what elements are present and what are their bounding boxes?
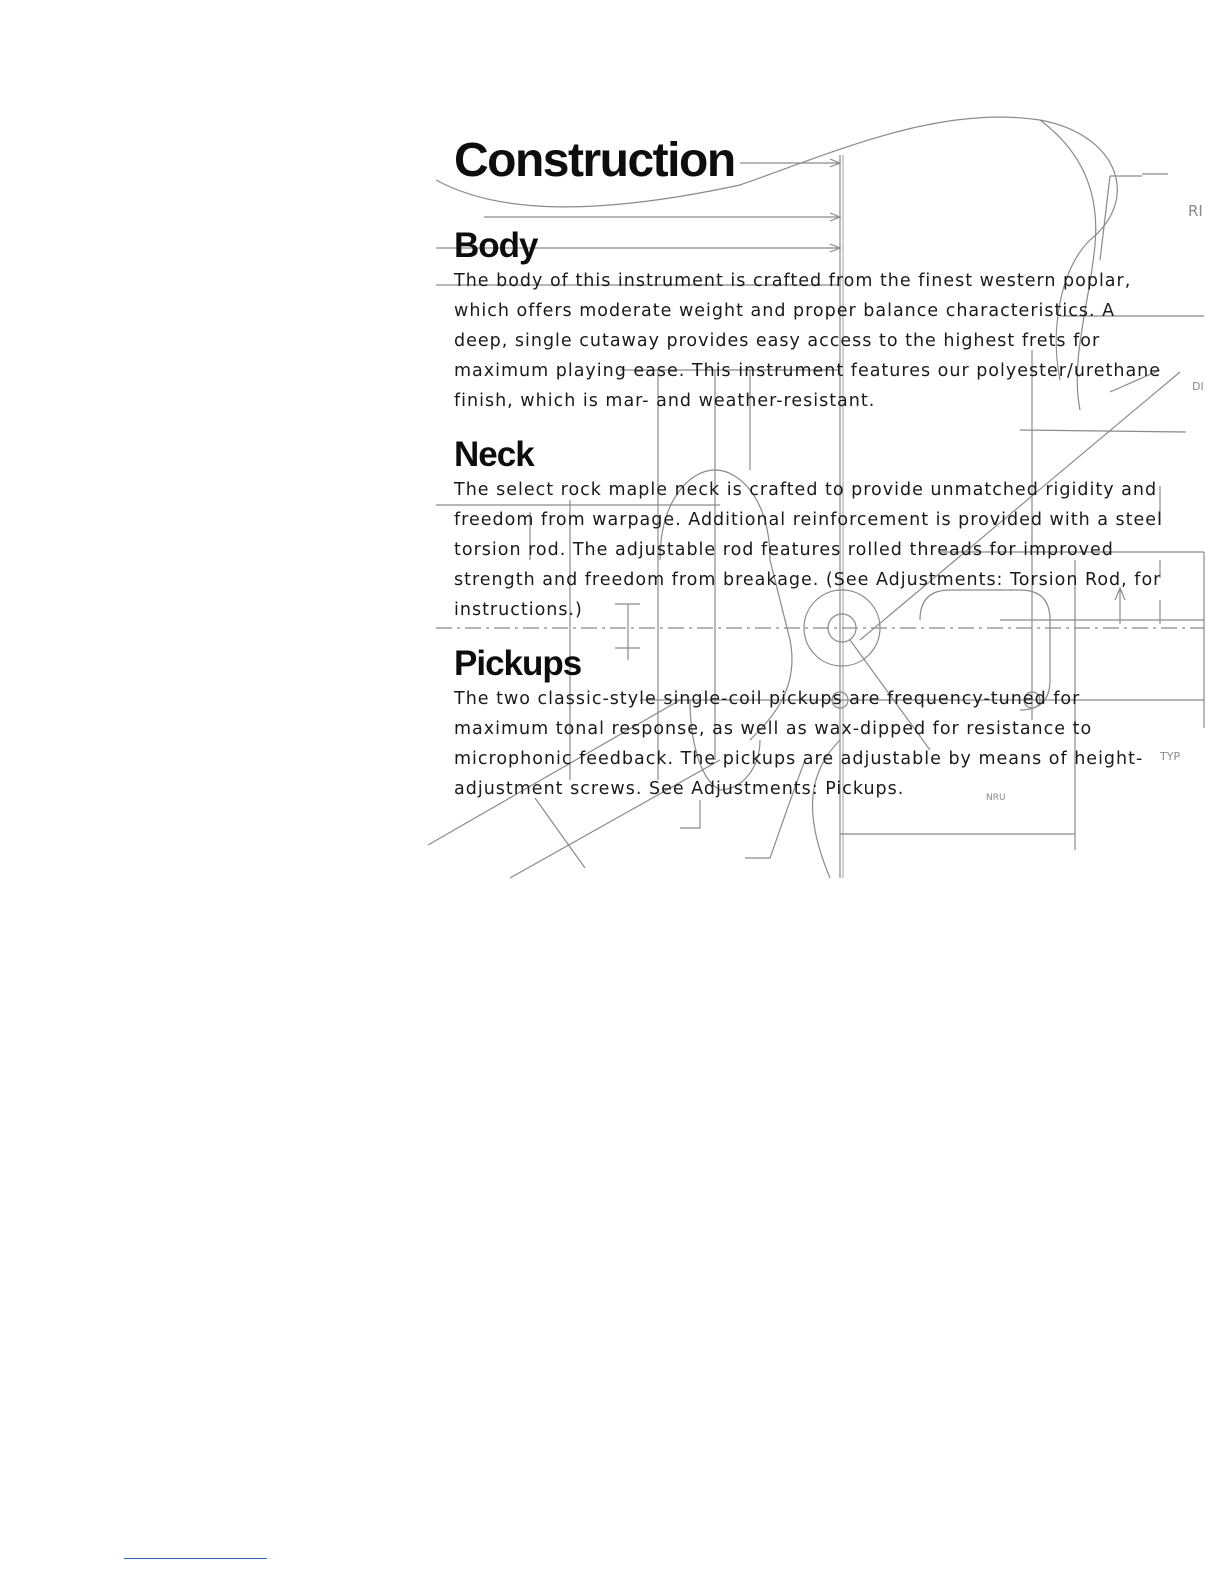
section-text-neck: The select rock maple neck is crafted to provide unmatched rigidity and freedom from warpage. Additional reinforcement is provided with a steel torsion rod. The adjustable rod features rolled threads for improved strength and freedom from breakage. (See Adjustments: Torsion Rod, for instructions.) bbox=[454, 480, 1163, 620]
drawing-label-di: DI bbox=[1192, 380, 1204, 393]
section-heading-body: Body bbox=[454, 226, 538, 265]
section-heading-neck: Neck bbox=[454, 435, 534, 474]
document-content bbox=[454, 132, 1174, 823]
page-title: Construction bbox=[454, 134, 735, 187]
section-neck bbox=[454, 435, 1174, 625]
section-heading-pickups: Pickups bbox=[454, 644, 582, 683]
section-pickups bbox=[454, 644, 1174, 804]
drawing-label-typ: TYP bbox=[1160, 750, 1181, 763]
footnote-rule bbox=[124, 1558, 267, 1559]
drawing-label-nru: NRU bbox=[986, 793, 1006, 803]
section-text-body: The body of this instrument is crafted from the finest western poplar, which offers moderate weight and proper balance characteristics. A deep, single cutaway provides easy access to the highest frets for maximum playing ease. This instrument features our polyester/urethane finish, which is mar- and weather-resistant. bbox=[454, 271, 1162, 411]
section-text-pickups: The two classic-style single-coil pickups are frequency-tuned for maximum tonal response, as well as wax-dipped for resistance to microphonic feedback. The pickups are adjustable by means of height-adjustment screws. See Adjustments: Pickups. bbox=[454, 689, 1144, 799]
section-body bbox=[454, 226, 1174, 416]
drawing-label-ri: RI bbox=[1188, 202, 1203, 220]
